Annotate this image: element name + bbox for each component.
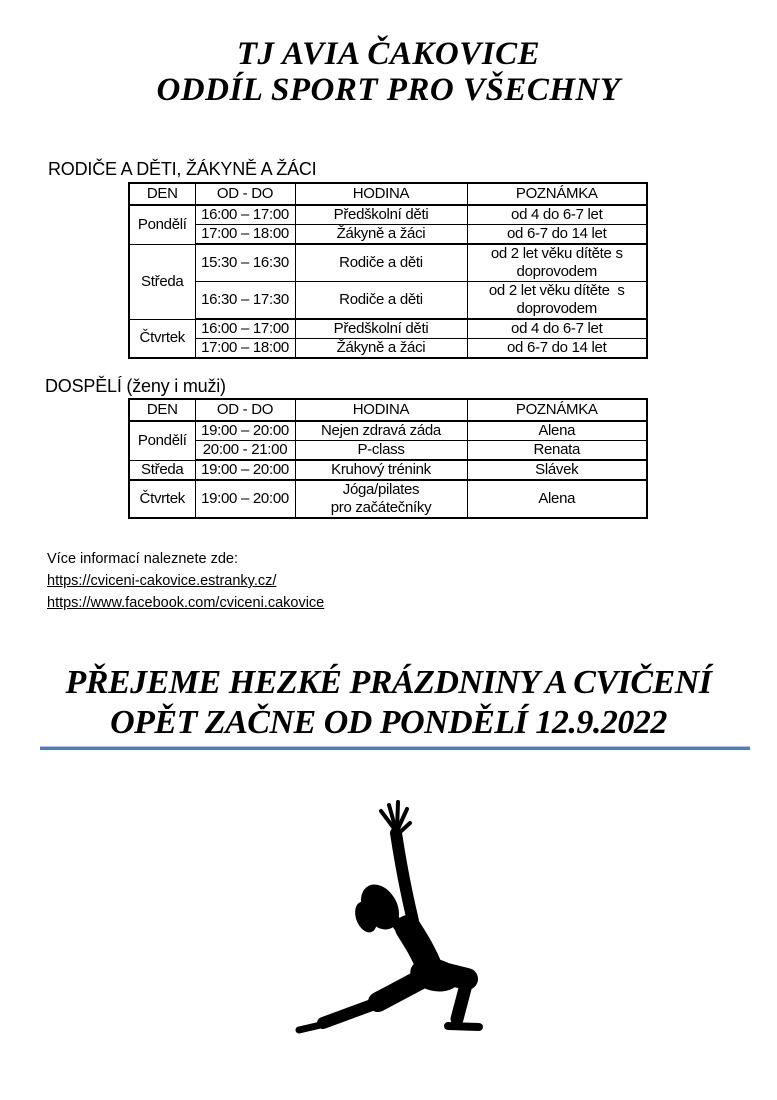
cell-lesson: P-class	[295, 441, 467, 461]
cell-day: Pondělí	[129, 205, 195, 244]
table-row	[129, 282, 647, 320]
col-header-den: DEN	[129, 399, 195, 421]
col-header-den: DEN	[129, 183, 195, 205]
cell-time: 20:00 - 21:00	[195, 441, 295, 461]
cell-note: od 6-7 do 14 let	[467, 225, 647, 245]
cell-note: Alena	[467, 480, 647, 518]
cell-time: 19:00 – 20:00	[195, 480, 295, 518]
cell-time: 19:00 – 20:00	[195, 460, 295, 480]
cell-lesson: Nejen zdravá záda	[295, 421, 467, 441]
cell-lesson: Rodiče a děti	[295, 244, 467, 282]
table-row	[129, 339, 647, 359]
table-row	[129, 244, 647, 282]
cell-lesson: Rodiče a děti	[295, 282, 467, 320]
cell-note: Renata	[467, 441, 647, 461]
cell-time: 17:00 – 18:00	[195, 225, 295, 245]
cell-note: od 4 do 6-7 let	[467, 205, 647, 225]
more-info-label: Více informací naleznete zde:	[47, 551, 239, 567]
cell-lesson: Žákyně a žáci	[295, 339, 467, 359]
title-line-2: ODDÍL SPORT PRO VŠECHNY	[156, 72, 621, 108]
table-row	[129, 205, 647, 225]
col-header-hodina: HODINA	[295, 399, 467, 421]
cell-time: 17:00 – 18:00	[195, 339, 295, 359]
cell-day: Středa	[129, 244, 195, 319]
cell-note: od 6-7 do 14 let	[467, 339, 647, 359]
website-link[interactable]: https://cviceni-cakovice.estranky.cz/	[47, 573, 277, 589]
cell-note: od 4 do 6-7 let	[467, 319, 647, 339]
table-row	[129, 480, 647, 518]
table-row	[129, 460, 647, 480]
cell-day: Pondělí	[129, 421, 195, 460]
yoga-silhouette-icon	[283, 781, 533, 1051]
cell-lesson: Předškolní děti	[295, 319, 467, 339]
cell-time: 19:00 – 20:00	[195, 421, 295, 441]
section-heading-adults: DOSPĚLÍ (ženy i muži)	[45, 376, 226, 396]
announcement-line-1: PŘEJEME HEZKÉ PRÁZDNINY A CVIČENÍ	[65, 664, 712, 701]
table-row	[129, 319, 647, 339]
table-row	[129, 421, 647, 441]
cell-note: od 2 let věku dítěte s doprovodem	[467, 282, 647, 320]
cell-day: Čtvrtek	[129, 480, 195, 518]
cell-lesson	[295, 480, 467, 518]
lesson-line-1: Jóga/pilates	[342, 481, 420, 498]
facebook-link[interactable]: https://www.facebook.com/cviceni.cakovice	[47, 595, 325, 611]
lesson-line-2: pro začátečníky	[330, 499, 432, 516]
cell-day: Čtvrtek	[129, 319, 195, 358]
col-header-poznamka: POZNÁMKA	[467, 183, 647, 205]
cell-note: od 2 let věku dítěte s doprovodem	[467, 244, 647, 282]
cell-time: 15:30 – 16:30	[195, 244, 295, 282]
cell-time: 16:00 – 17:00	[195, 205, 295, 225]
table-header-row	[129, 399, 647, 421]
announcement-line-2: OPĚT ZAČNE OD PONDĚLÍ 12.9.2022	[110, 704, 667, 741]
col-header-hodina: HODINA	[295, 183, 467, 205]
col-header-poznamka: POZNÁMKA	[467, 399, 647, 421]
cell-time: 16:00 – 17:00	[195, 319, 295, 339]
table-header-row	[129, 183, 647, 205]
adults-schedule-table	[128, 398, 648, 519]
cell-lesson: Kruhový trénink	[295, 460, 467, 480]
cell-lesson: Předškolní děti	[295, 205, 467, 225]
holiday-announcement	[0, 663, 777, 743]
col-header-oddo: OD - DO	[195, 399, 295, 421]
cell-note: Slávek	[467, 460, 647, 480]
cell-lesson: Žákyně a žáci	[295, 225, 467, 245]
section-heading-children: RODIČE A DĚTI, ŽÁKYNĚ A ŽÁCI	[48, 159, 317, 179]
table-row	[129, 225, 647, 245]
cell-note: Alena	[467, 421, 647, 441]
col-header-oddo: OD - DO	[195, 183, 295, 205]
blue-divider-line	[40, 746, 750, 750]
table-row	[129, 441, 647, 461]
more-info-block	[47, 548, 324, 614]
cell-time: 16:30 – 17:30	[195, 282, 295, 320]
yoga-pose-image	[283, 781, 533, 1051]
title-line-1: TJ AVIA ČAKOVICE	[236, 36, 541, 72]
children-schedule-table	[128, 182, 648, 359]
cell-day: Středa	[129, 460, 195, 480]
page-title	[0, 36, 777, 108]
